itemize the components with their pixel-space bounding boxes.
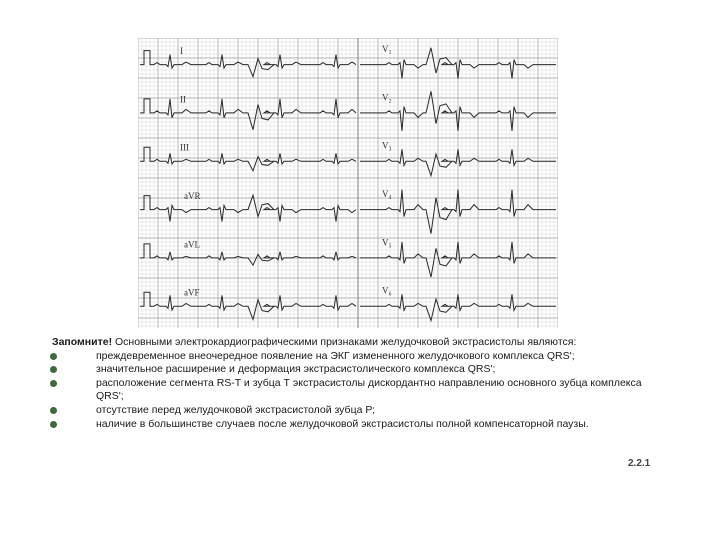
chest-lead-label: V₁ — [382, 44, 392, 54]
ecg-twelve-lead-tracing — [138, 38, 558, 328]
bullet-icon — [50, 421, 57, 428]
list-item — [52, 377, 672, 404]
remember-intro-text: Основными электрокардиографическими признаками желудочковой экстрасистолы являются: — [112, 336, 577, 348]
remember-intro — [52, 336, 672, 350]
limb-lead-label: aVF — [184, 287, 200, 298]
ecg-figure — [138, 38, 558, 328]
list-item — [52, 418, 672, 432]
list-item — [52, 404, 672, 418]
slide-number: 2.2.1 — [628, 458, 651, 469]
bullet-icon — [50, 366, 57, 373]
chest-lead-label: V₅ — [382, 237, 392, 248]
criteria-text: преждевременное внеочередное появление на ЭКГ измененного желудочкового комплекса QRS'; — [96, 349, 575, 362]
limb-lead-label: aVL — [184, 239, 200, 250]
chest-lead-label: V₂ — [382, 92, 392, 103]
criteria-text: отсутствие перед желудочковой экстрасистолой зубца Р; — [96, 403, 376, 416]
list-item — [52, 363, 672, 377]
criteria-text: расположение сегмента RS-T и зубца Т экстрасистолы дискордантно направлению основного зубца комплекса QRS'; — [96, 376, 642, 403]
limb-lead-label: I — [180, 46, 183, 56]
limb-lead-label: II — [180, 94, 186, 105]
chest-lead-label: V₃ — [382, 140, 392, 151]
bullet-icon — [50, 407, 57, 414]
chest-lead-label: V₄ — [382, 189, 392, 199]
bullet-icon — [50, 353, 57, 360]
limb-lead-label: aVR — [184, 191, 201, 201]
criteria-list — [52, 350, 672, 432]
chest-lead-label: V₆ — [382, 285, 392, 296]
limb-lead-label: III — [180, 142, 189, 153]
bullet-icon — [50, 380, 57, 387]
criteria-text: наличие в большинстве случаев после желудочковой экстрасистолы полной компенсаторной паузы. — [96, 417, 589, 430]
list-item — [52, 350, 672, 364]
criteria-text: значительное расширение и деформация экстрасистолического комплекса QRS'; — [96, 363, 496, 376]
remember-block — [52, 336, 672, 431]
remember-lead: Запомните! — [52, 336, 113, 348]
